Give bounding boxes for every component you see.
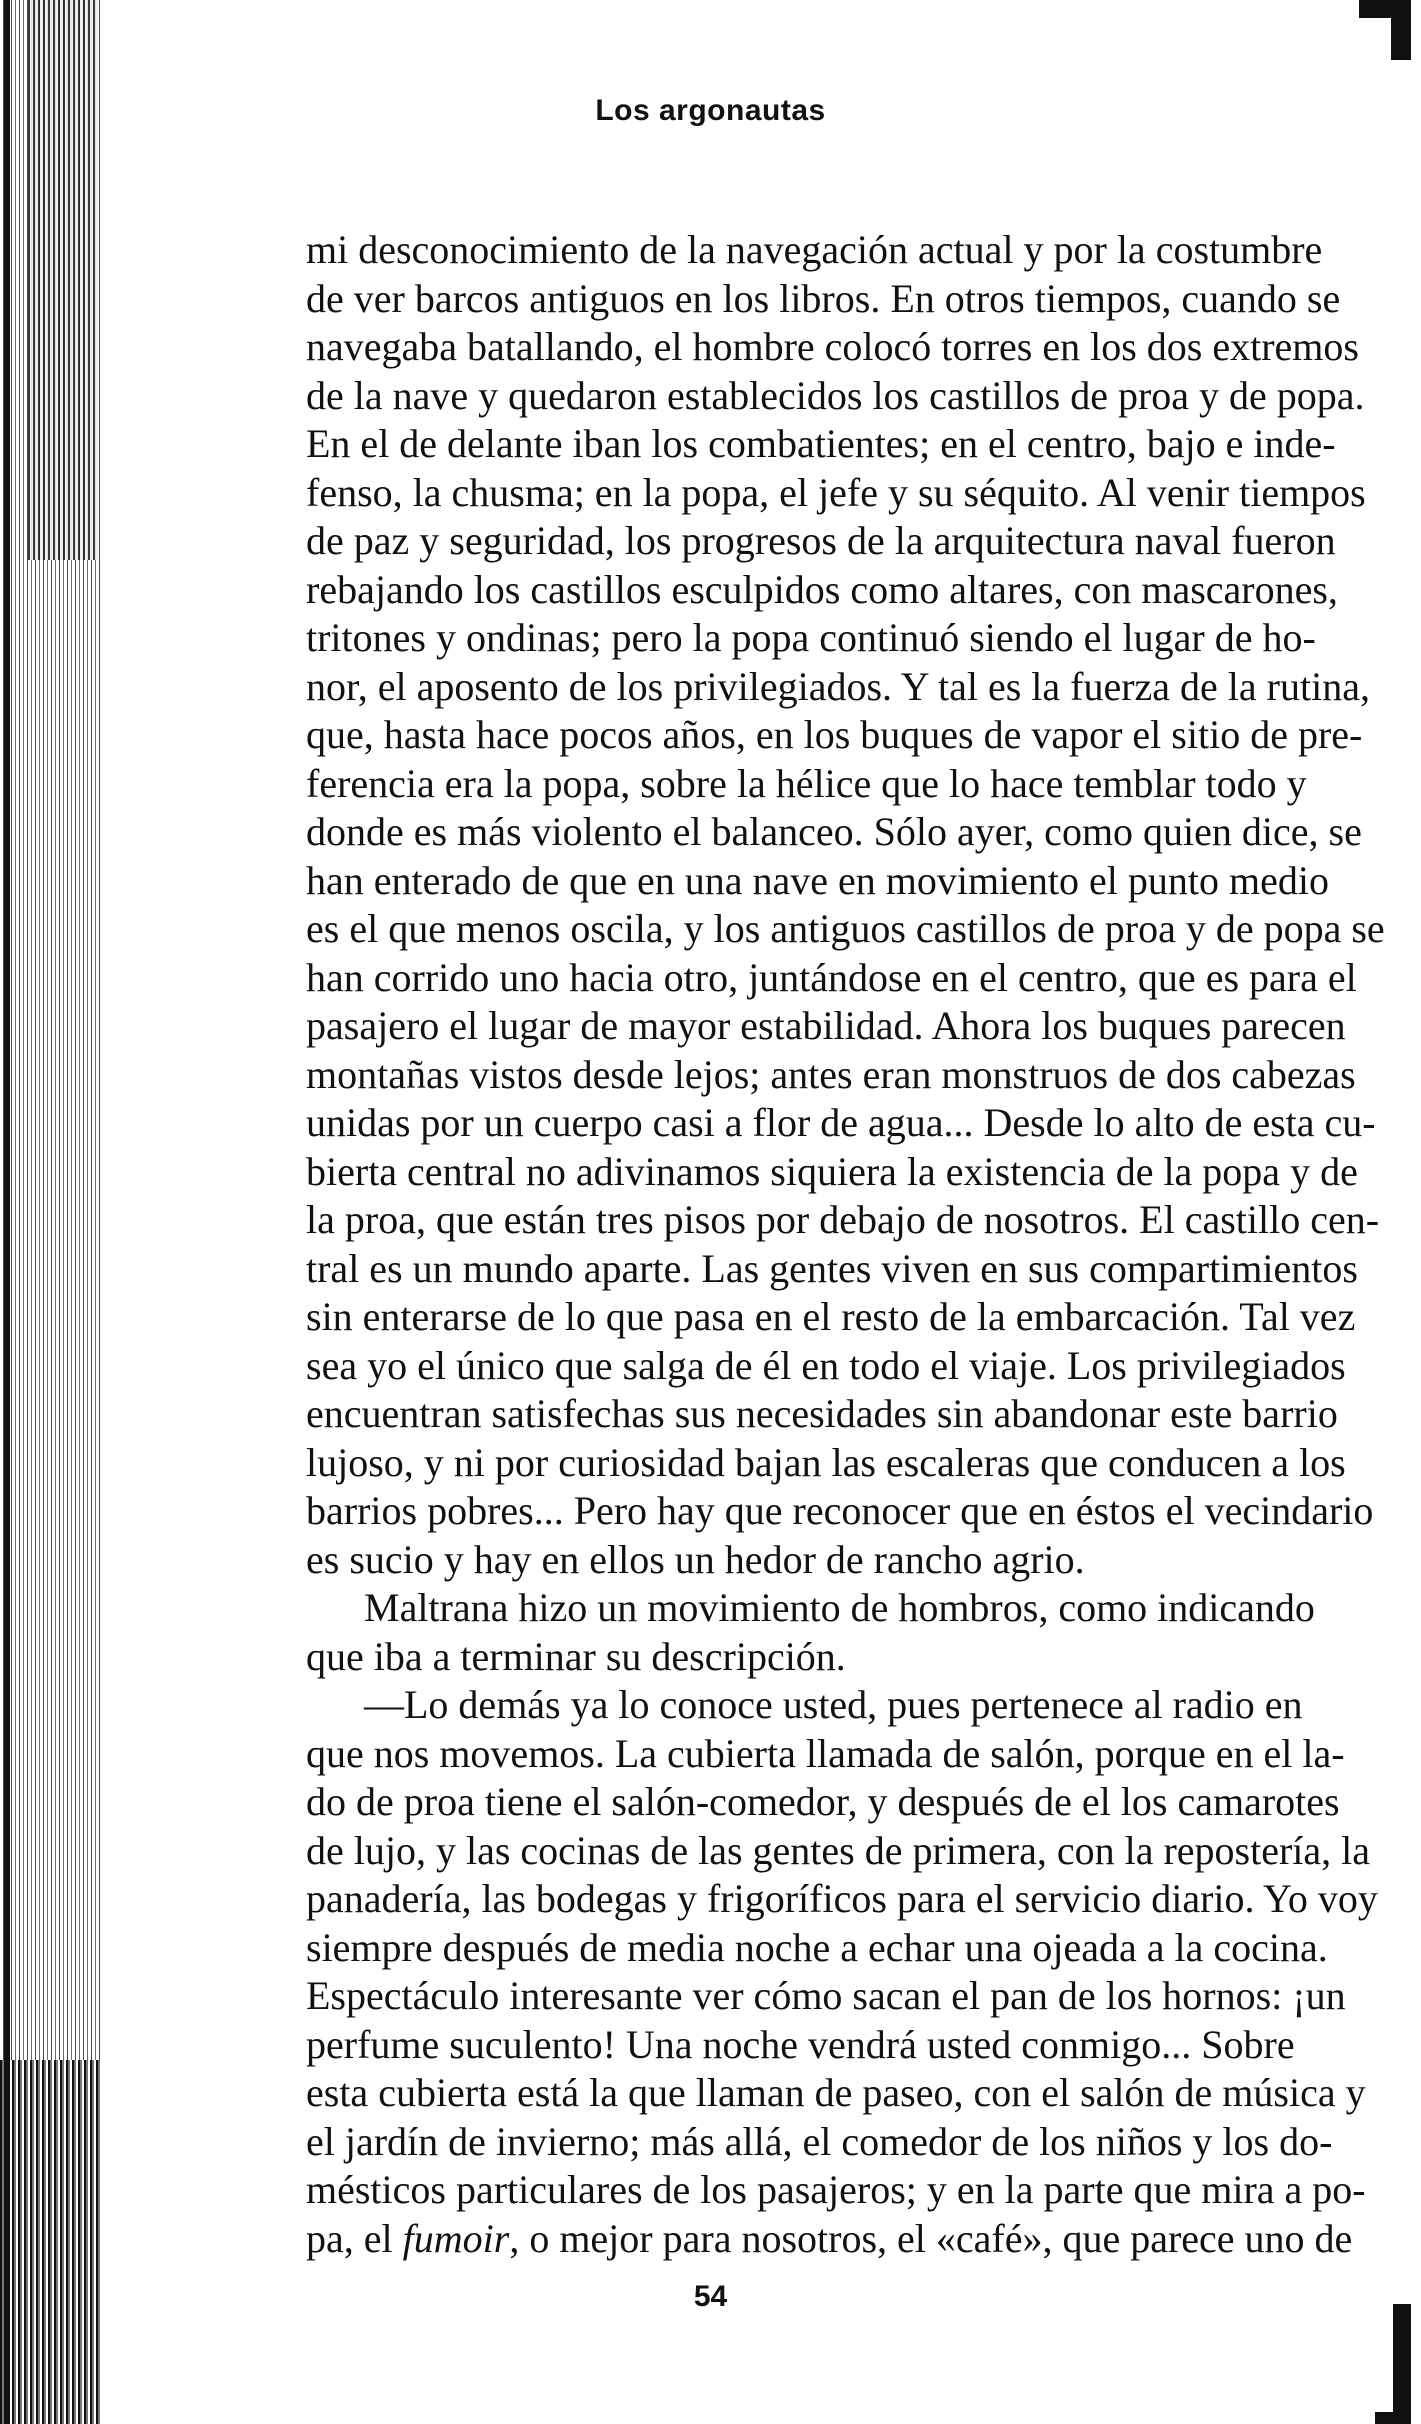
text-line: navegaba batallando, el hombre colocó torres en los dos extremos <box>306 324 1359 369</box>
text-line: de lujo, y las cocinas de las gentes de primera, con la repostería, la <box>306 1827 1371 1873</box>
text-fragment: pa, el <box>306 2215 403 2261</box>
text-line: de la nave y quedaron establecidos los castillos de proa y de popa. <box>306 372 1365 418</box>
text-line: que nos movemos. La cubierta llamada de salón, porque en el la- <box>306 1730 1345 1776</box>
text-line: En el de delante iban los combatientes; en el centro, bajo e inde- <box>306 421 1336 466</box>
page-corner-mark-bottom <box>1375 2304 1411 2424</box>
text-line: —Lo demás ya lo conoce usted, pues pertenece al radio en <box>364 1682 1303 1727</box>
text-line: han enterado de que en una nave en movimiento el punto medio <box>306 857 1330 903</box>
text-line: es sucio y hay en ellos un hedor de rancho agrio. <box>306 1536 1085 1582</box>
text-line: barrios pobres... Pero hay que reconocer que en éstos el vecindario <box>306 1488 1374 1533</box>
text-line: que, hasta hace pocos años, en los buques de vapor el sitio de pre- <box>306 712 1363 757</box>
text-line: tritones y ondinas; pero la popa continuó siendo el lugar de ho- <box>306 615 1316 660</box>
text-line: rebajando los castillos esculpidos como altares, con mascarones, <box>306 566 1338 612</box>
page-body-text <box>306 226 1406 2263</box>
text-line: esta cubierta está la que llaman de paseo, con el salón de música y <box>306 2070 1366 2115</box>
text-line: sin enterarse de lo que pasa en el resto de la embarcación. Tal vez <box>306 1294 1356 1339</box>
text-line: nor, el aposento de los privilegiados. Y tal es la fuerza de la rutina, <box>306 663 1370 709</box>
text-line: perfume suculento! Una noche vendrá usted conmigo... Sobre <box>306 2021 1295 2067</box>
text-line: encuentran satisfechas sus necesidades sin abandonar este barrio <box>306 1391 1338 1436</box>
text-line: la proa, que están tres pisos por debajo de nosotros. El castillo cen- <box>306 1197 1380 1242</box>
scan-gutter-shadow-bottom <box>0 2060 100 2424</box>
text-line: es el que menos oscila, y los antiguos castillos de proa y de popa se <box>306 906 1385 951</box>
text-line: lujoso, y ni por curiosidad bajan las escaleras que conducen a los <box>306 1439 1346 1485</box>
text-line: de paz y seguridad, los progresos de la arquitectura naval fueron <box>306 518 1336 563</box>
text-line: do de proa tiene el salón-comedor, y después de el los camarotes <box>306 1779 1340 1824</box>
scan-gutter-shadow-top <box>28 0 98 560</box>
text-line: Maltrana hizo un movimiento de hombros, como indicando <box>364 1585 1315 1630</box>
text-line: mésticos particulares de los pasajeros; y en la parte que mira a po- <box>306 2167 1366 2212</box>
text-line: tral es un mundo aparte. Las gentes viven en sus compartimientos <box>306 1245 1358 1291</box>
text-line: que iba a terminar su descripción. <box>306 1633 846 1679</box>
text-line: de ver barcos antiguos en los libros. En otros tiempos, cuando se <box>306 275 1341 321</box>
page-corner-mark-top <box>1359 0 1411 60</box>
text-line: panadería, las bodegas y frigoríficos para el servicio diario. Yo voy <box>306 1876 1378 1921</box>
text-line: han corrido uno hacia otro, juntándose en el centro, que es para el <box>306 954 1357 1000</box>
running-header: Los argonautas <box>595 94 826 127</box>
text-line: Espectáculo interesante ver cómo sacan el pan de los hornos: ¡un <box>306 1973 1346 2018</box>
text-line: fenso, la chusma; en la popa, el jefe y su séquito. Al venir tiempos <box>306 469 1366 515</box>
page-number: 54 <box>693 2280 728 2313</box>
text-line: ferencia era la popa, sobre la hélice que lo hace temblar todo y <box>306 760 1307 806</box>
text-line-last <box>306 2215 1406 2264</box>
text-line: mi desconocimiento de la navegación actual y por la costumbre <box>306 227 1323 272</box>
text-line: el jardín de invierno; más allá, el comedor de los niños y los do- <box>306 2118 1333 2164</box>
text-line: sea yo el único que salga de él en todo el viaje. Los privilegiados <box>306 1342 1346 1388</box>
text-line: siempre después de media noche a echar una ojeada a la cocina. <box>306 1924 1328 1970</box>
text-line: unidas por un cuerpo casi a flor de agua... Desde lo alto de esta cu- <box>306 1100 1376 1145</box>
text-line: bierta central no adivinamos siquiera la existencia de la popa y de <box>306 1148 1358 1194</box>
text-fragment: , o mejor para nosotros, el «café», que parece uno de <box>509 2215 1353 2261</box>
text-line: donde es más violento el balanceo. Sólo ayer, como quien dice, se <box>306 809 1362 854</box>
italic-word: fumoir <box>402 2215 510 2261</box>
text-line: pasajero el lugar de mayor estabilidad. Ahora los buques parecen <box>306 1003 1346 1048</box>
scan-edge-line <box>4 0 10 2424</box>
text-line: montañas vistos desde lejos; antes eran monstruos de dos cabezas <box>306 1051 1356 1097</box>
